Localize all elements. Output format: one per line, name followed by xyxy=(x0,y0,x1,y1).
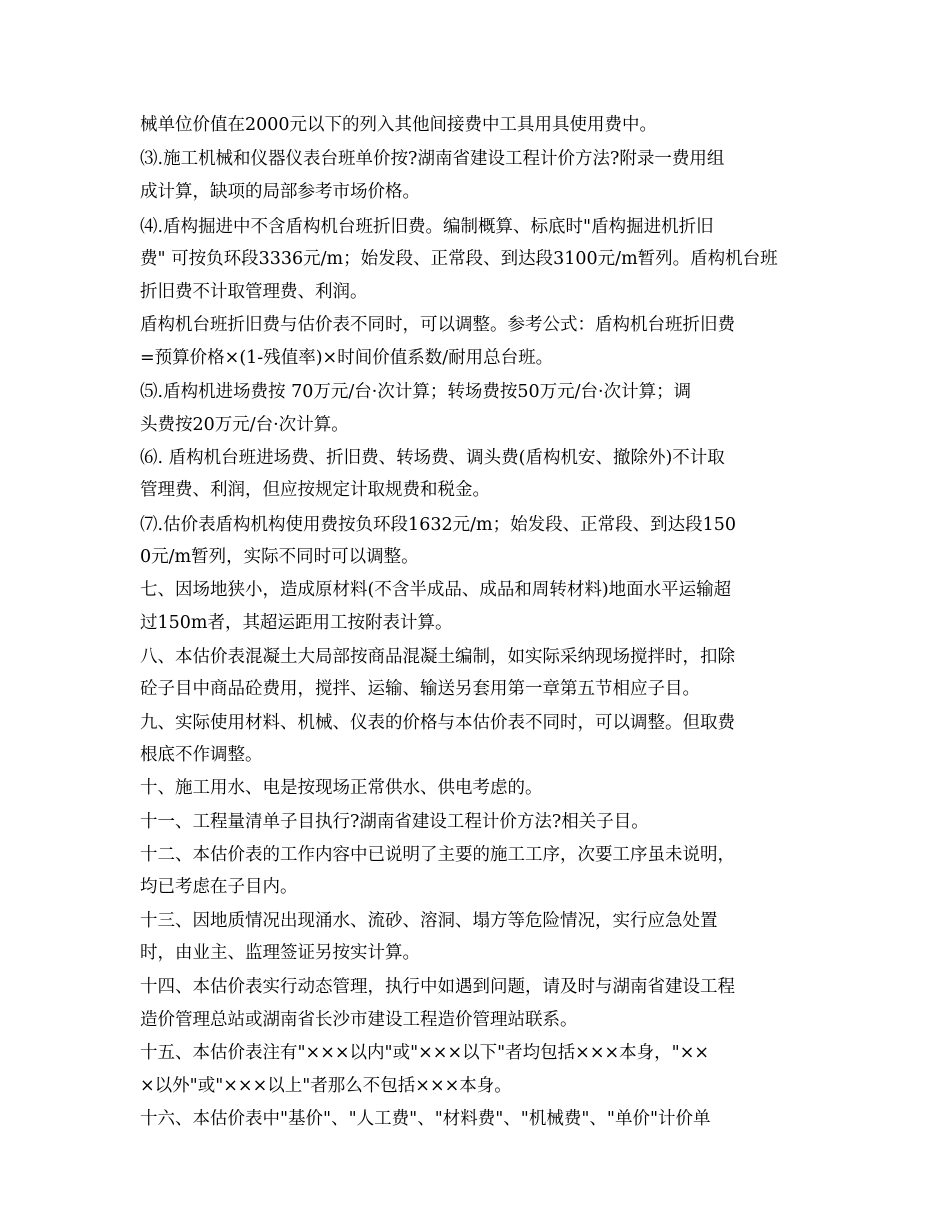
text-line: 造价管理总站或湖南省长沙市建设工程造价管理站联系。 xyxy=(140,1010,578,1030)
text-line: ⑺.估价表盾构机构使用费按负环段1632元/m；始发段、正常段、到达段150 xyxy=(140,515,736,535)
text-line: 十一、工程量清单子目执行?湖南省建设工程计价方法?相关子目。 xyxy=(140,812,649,832)
text-line: 0元/m暂列，实际不同时可以调整。 xyxy=(140,547,419,567)
text-line: 折旧费不计取管理费、利润。 xyxy=(140,282,368,302)
text-line: 时，由业主、监理签证另按实计算。 xyxy=(140,943,420,963)
text-line: 过150m者，其超运距用工按附表计算。 xyxy=(140,613,453,633)
text-line: ⑶.施工机械和仪器仪表台班单价按?湖南省建设工程计价方法?附录一费用组 xyxy=(140,149,725,169)
text-line: 根底不作调整。 xyxy=(140,745,263,765)
text-line: 十六、本估价表中"基价"、"人工费"、"材料费"、"机械费"、"单价"计价单 xyxy=(140,1109,711,1129)
text-line: 砼子目中商品砼费用，搅拌、运输、输送另套用第一章第五节相应子目。 xyxy=(140,679,700,699)
text-line: 十三、因地质情况出现涌水、流砂、溶洞、塌方等危险情况，实行应急处置 xyxy=(140,911,718,931)
text-line: 费" 可按负环段3336元/m；始发段、正常段、到达段3100元/m暂列。盾构机台班 xyxy=(140,249,778,269)
text-line: 械单位价值在2000元以下的列入其他间接费中工具用具使用费中。 xyxy=(140,115,658,135)
text-line: 八、本估价表混凝土大局部按商品混凝土编制，如实际采纳现场搅拌时，扣除 xyxy=(140,647,735,667)
text-line: 十、施工用水、电是按现场正常供水、供电考虑的。 xyxy=(140,778,543,798)
text-line: 十二、本估价表的工作内容中已说明了主要的施工工序，次要工序虽未说明， xyxy=(140,845,735,865)
text-line: 成计算，缺项的局部参考市场价格。 xyxy=(140,182,420,202)
text-line: 七、因场地狭小，造成原材料(不含半成品、成品和周转材料)地面水平运输超 xyxy=(140,580,732,600)
text-line: 头费按20万元/台·次计算。 xyxy=(140,415,349,435)
text-line: 十四、本估价表实行动态管理，执行中如遇到问题，请及时与湖南省建设工程 xyxy=(140,977,735,997)
text-line: =预算价格×(1-残值率)×时间价值系数/耐用总台班。 xyxy=(140,348,554,368)
text-line: ×以外"或"×××以上"者那么不包括×××本身。 xyxy=(140,1076,512,1096)
text-line: ⑸.盾构机进场费按 70万元/台·次计算；转场费按50万元/台·次计算；调 xyxy=(140,382,692,402)
text-line: ⑷.盾构掘进中不含盾构机台班折旧费。编制概算、标底时"盾构掘进机折旧 xyxy=(140,217,714,237)
text-line: 盾构机台班折旧费与估价表不同时，可以调整。参考公式：盾构机台班折旧费 xyxy=(140,315,735,335)
text-line: ⑹. 盾构机台班进场费、折旧费、转场费、调头费(盾构机安、撤除外)不计取 xyxy=(140,448,725,468)
text-line: 管理费、利润，但应按规定计取规费和税金。 xyxy=(140,480,490,500)
text-line: 十五、本估价表注有"×××以内"或"×××以下"者均包括×××本身，"×× xyxy=(140,1043,710,1063)
text-line: 九、实际使用材料、机械、仪表的价格与本估价表不同时，可以调整。但取费 xyxy=(140,713,735,733)
text-line: 均已考虑在子目内。 xyxy=(140,877,298,897)
